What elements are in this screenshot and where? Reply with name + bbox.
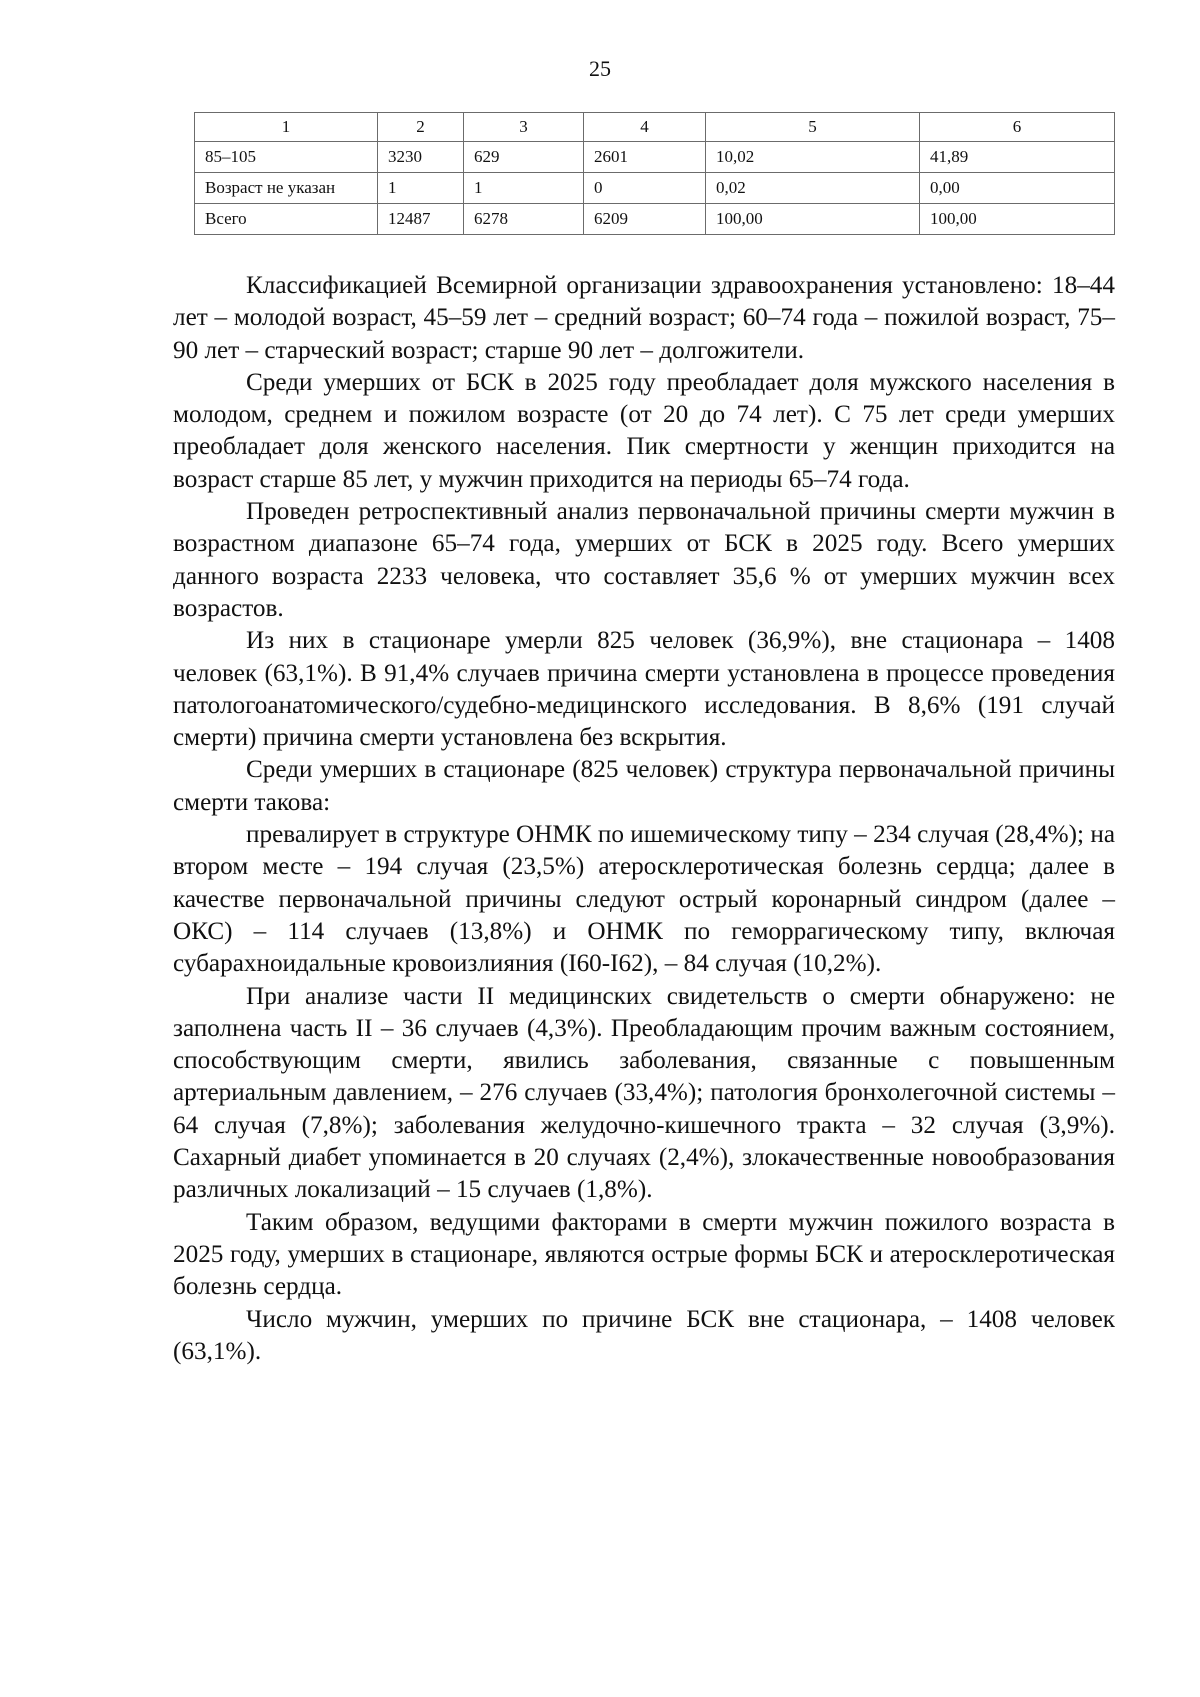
table-cell: 629 [464, 142, 584, 173]
table-cell: 6278 [464, 204, 584, 235]
page-number: 25 [589, 56, 611, 81]
paragraph-certificate-part-two: При анализе части II медицинских свидетельств о смерти обнаружено: не заполнена часть II – 36 случаев (4,3%). Преобладающим прочим важным состоянием, способствующим смерти, явились заболевания, связанные с повышенным артериальным давлением, – 276 случаев (33,4%); патология бронхолегочной системы – 64 случая (7,8%); заболевания желудочно-кишечного тракта – 32 случая (3,9%). Сахарный диабет упоминается в 20 случаях (2,4%), злокачественные новообразования различных локализаций – 15 случаев (1,8%). [173, 982, 1115, 1204]
table-header-cell: 6 [920, 113, 1115, 142]
table-cell: 0,02 [706, 173, 920, 204]
table-header-cell: 1 [195, 113, 378, 142]
table-row [195, 173, 1115, 204]
table-cell: 12487 [378, 204, 464, 235]
table-cell: 6209 [584, 204, 706, 235]
table-cell: 100,00 [920, 204, 1115, 235]
table-cell: 1 [378, 173, 464, 204]
table-cell: 3230 [378, 142, 464, 173]
table-cell: 2601 [584, 142, 706, 173]
table-cell: 10,02 [706, 142, 920, 173]
table-cell: 0 [584, 173, 706, 204]
table-row [195, 204, 1115, 235]
table-row [195, 142, 1115, 173]
paragraph-mortality-by-sex: Среди умерших от БСК в 2025 году преобладает доля мужского населения в молодом, среднем и пожилом возрасте (от 20 до 74 лет). С 75 лет среди умерших преобладает доля женского населения. Пик смертности у женщин приходится на возраст старше 85 лет, у мужчин приходится на периоды 65–74 года. [173, 368, 1115, 493]
paragraph-retrospective-analysis: Проведен ретроспективный анализ первоначальной причины смерти мужчин в возрастном диапазоне 65–74 года, умерших от БСК в 2025 году. Всего умерших данного возраста 2233 человека, что составляет 35,6 % от умерших мужчин всех возрастов. [173, 498, 1115, 622]
table-cell: 100,00 [706, 204, 920, 235]
paragraph-outside-hospital-count: Число мужчин, умерших по причине БСК вне стационара, – 1408 человек (63,1%). [173, 1305, 1115, 1365]
table-header-row [195, 113, 1115, 142]
paragraph-conclusion: Таким образом, ведущими факторами в смерти мужчин пожилого возраста в 2025 году, умерших в стационаре, являются острые формы БСК и атеросклеротическая болезнь сердца. [173, 1208, 1115, 1301]
table-cell: 1 [464, 173, 584, 204]
body-text [173, 270, 1115, 1368]
paragraph-cause-structure: превалирует в структуре ОНМК по ишемическому типу – 234 случая (28,4%); на втором месте – 194 случая (23,5%) атеросклеротическая болезнь сердца; далее в качестве первоначальной причины следуют острый коронарный синдром (далее – ОКС) – 114 случаев (13,8%) и ОНМК по геморрагическому типу, включая субарахноидальные кровоизлияния (I60-I62), – 84 случая (10,2%). [173, 821, 1116, 978]
paragraph-who-age-classification: Классификацией Всемирной организации здравоохранения установлено: 18–44 лет – молодой возраст, 45–59 лет – средний возраст; 60–74 года – пожилой возраст, 75–90 лет – старческий возраст; старше 90 лет – долгожители. [173, 272, 1115, 364]
paragraph-hospital-structure-intro: Среди умерших в стационаре (825 человек) структура первоначальной причины смерти такова: [173, 756, 1115, 816]
table-header-cell: 3 [464, 113, 584, 142]
table-cell: 41,89 [920, 142, 1115, 173]
table-cell: Всего [195, 204, 378, 235]
table-cell: 85–105 [195, 142, 378, 173]
table-cell: 0,00 [920, 173, 1115, 204]
table-header-cell: 2 [378, 113, 464, 142]
table-cell: Возраст не указан [195, 173, 378, 204]
age-statistics-table [194, 112, 1115, 235]
table-header-cell: 4 [584, 113, 706, 142]
table-header-cell: 5 [706, 113, 920, 142]
paragraph-hospital-vs-outside: Из них в стационаре умерли 825 человек (36,9%), вне стационара – 1408 человек (63,1%). В 91,4% случаев причина смерти установлена в процессе проведения патологоанатомического/судебно-медицинского исследования. В 8,6% (191 случай смерти) причина смерти установлена без вскрытия. [173, 627, 1115, 752]
